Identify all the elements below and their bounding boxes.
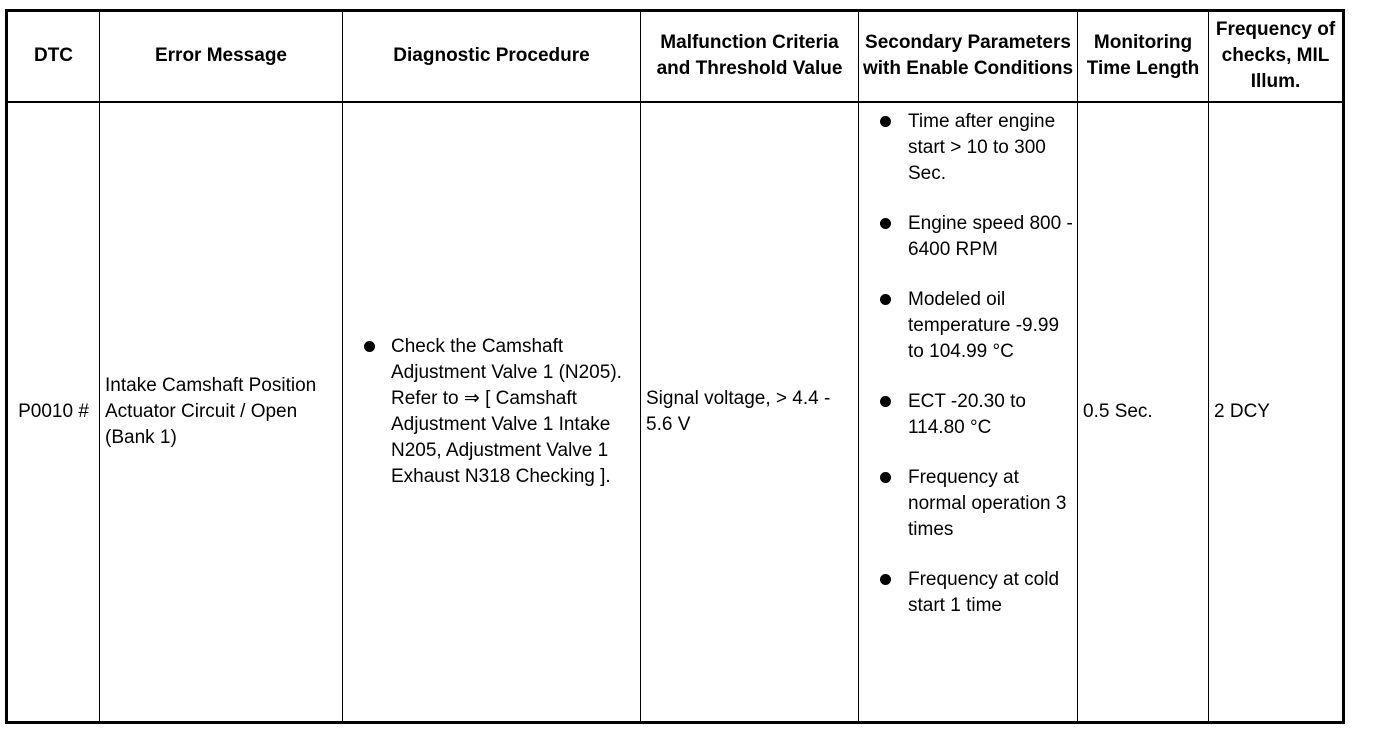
secondary-parameters-cell	[859, 102, 1078, 723]
secondary-parameters-list	[859, 109, 1077, 619]
bullet-dot-icon	[880, 396, 891, 407]
header-monitoring-time: Monitoring Time Length	[1078, 11, 1209, 102]
list-item	[859, 211, 1077, 263]
secondary-parameter-text: Frequency at cold start 1 time	[908, 568, 1060, 616]
header-secondary-parameters: Secondary Parameters with Enable Conditions	[859, 11, 1078, 102]
secondary-parameter-text: Time after engine start > 10 to 300 Sec.	[908, 110, 1056, 184]
header-diagnostic-procedure: Diagnostic Procedure	[343, 11, 641, 102]
diagnostic-procedure-list	[343, 334, 636, 490]
list-item	[859, 109, 1077, 187]
dtc-code: P0010 #	[7, 102, 100, 723]
monitoring-time: 0.5 Sec.	[1078, 102, 1209, 723]
bullet-dot-icon	[880, 574, 891, 585]
header-error-message: Error Message	[100, 11, 343, 102]
dtc-table	[5, 9, 1345, 724]
list-item	[859, 465, 1077, 543]
secondary-parameter-text: ECT -20.30 to 114.80 °C	[908, 390, 1026, 438]
header-malfunction-criteria: Malfunction Criteria and Threshold Value	[641, 11, 859, 102]
list-item	[343, 334, 636, 490]
diagnostic-procedure-text: Check the Camshaft Adjustment Valve 1 (N205). Refer to ⇒ [ Camshaft Adjustment Valve 1 Intake N205, Adjustment Valve 1 Exhaust N318 Checking ].	[391, 335, 622, 487]
secondary-parameter-text: Engine speed 800 - 6400 RPM	[908, 212, 1073, 260]
list-item	[859, 389, 1077, 441]
header-row	[7, 11, 1344, 102]
table-row	[7, 102, 1344, 723]
secondary-parameter-text: Frequency at normal operation 3 times	[908, 466, 1067, 540]
list-item	[859, 287, 1077, 365]
bullet-dot-icon	[880, 218, 891, 229]
frequency: 2 DCY	[1209, 102, 1344, 723]
header-frequency: Frequency of checks, MIL Illum.	[1209, 11, 1344, 102]
malfunction-criteria: Signal voltage, > 4.4 - 5.6 V	[641, 102, 859, 723]
bullet-dot-icon	[880, 116, 891, 127]
header-dtc: DTC	[7, 11, 100, 102]
bullet-dot-icon	[880, 472, 891, 483]
bullet-dot-icon	[880, 294, 891, 305]
diagnostic-procedure-cell	[343, 102, 641, 723]
list-item	[859, 567, 1077, 619]
bullet-dot-icon	[364, 341, 375, 352]
secondary-parameter-text: Modeled oil temperature -9.99 to 104.99 °C	[908, 288, 1060, 362]
error-message: Intake Camshaft Position Actuator Circuit / Open (Bank 1)	[100, 102, 343, 723]
